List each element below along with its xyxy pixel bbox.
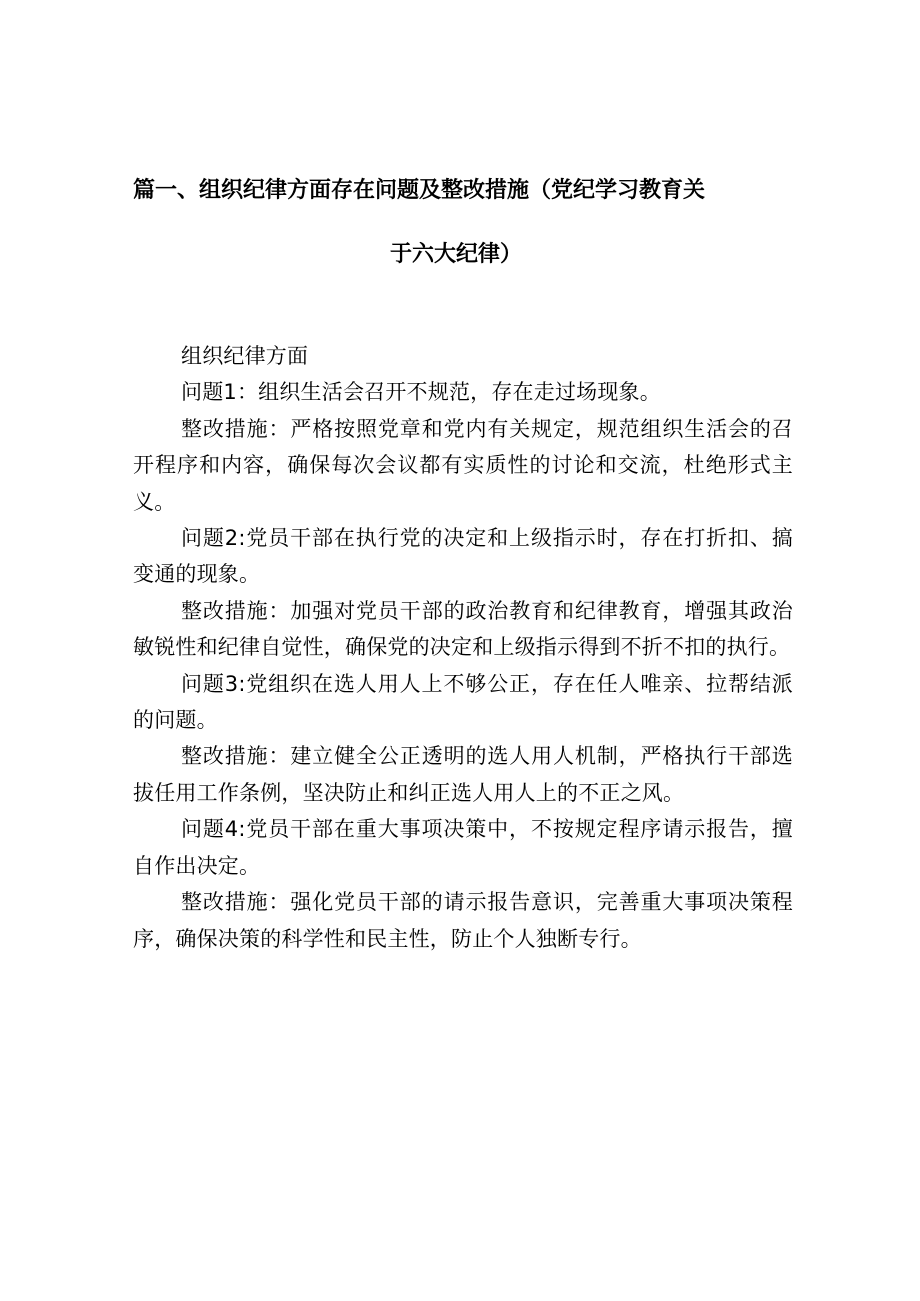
document-title-line-2: 于六大纪律） xyxy=(390,242,523,267)
measure-2: 整改措施：加强对党员干部的政治教育和纪律教育，增强其政治敏锐性和纪律自觉性，确保党的决定和上级指示得到不折不扣的执行。 xyxy=(133,598,793,660)
problem-4: 问题4:党员干部在重大事项决策中，不按规定程序请示报告，擅自作出决定。 xyxy=(133,817,793,878)
measure-1: 整改措施：严格按照党章和党内有关规定，规范组织生活会的召开程序和内容，确保每次会议都有实质性的讨论和交流，杜绝形式主义。 xyxy=(133,416,793,514)
problem-3: 问题3:党组织在选人用人上不够公正，存在任人唯亲、拉帮结派的问题。 xyxy=(133,671,793,733)
measure-4: 整改措施：强化党员干部的请示报告意识，完善重大事项决策程序，确保决策的科学性和民主性，防止个人独断专行。 xyxy=(133,890,793,951)
section-heading: 组织纪律方面 xyxy=(181,344,309,368)
document-title-line-1: 篇一、组织纪律方面存在问题及整改措施（党纪学习教育关 xyxy=(133,178,706,203)
measure-3: 整改措施：建立健全公正透明的选人用人机制，严格执行干部选拔任用工作条例，坚决防止和纠正选人用人上的不正之风。 xyxy=(133,744,793,805)
problem-1: 问题1：组织生活会召开不规范，存在走过场现象。 xyxy=(181,380,661,405)
document-body xyxy=(133,338,793,957)
problem-2: 问题2:党员干部在执行党的决定和上级指示时，存在打折扣、搞变通的现象。 xyxy=(133,526,793,587)
